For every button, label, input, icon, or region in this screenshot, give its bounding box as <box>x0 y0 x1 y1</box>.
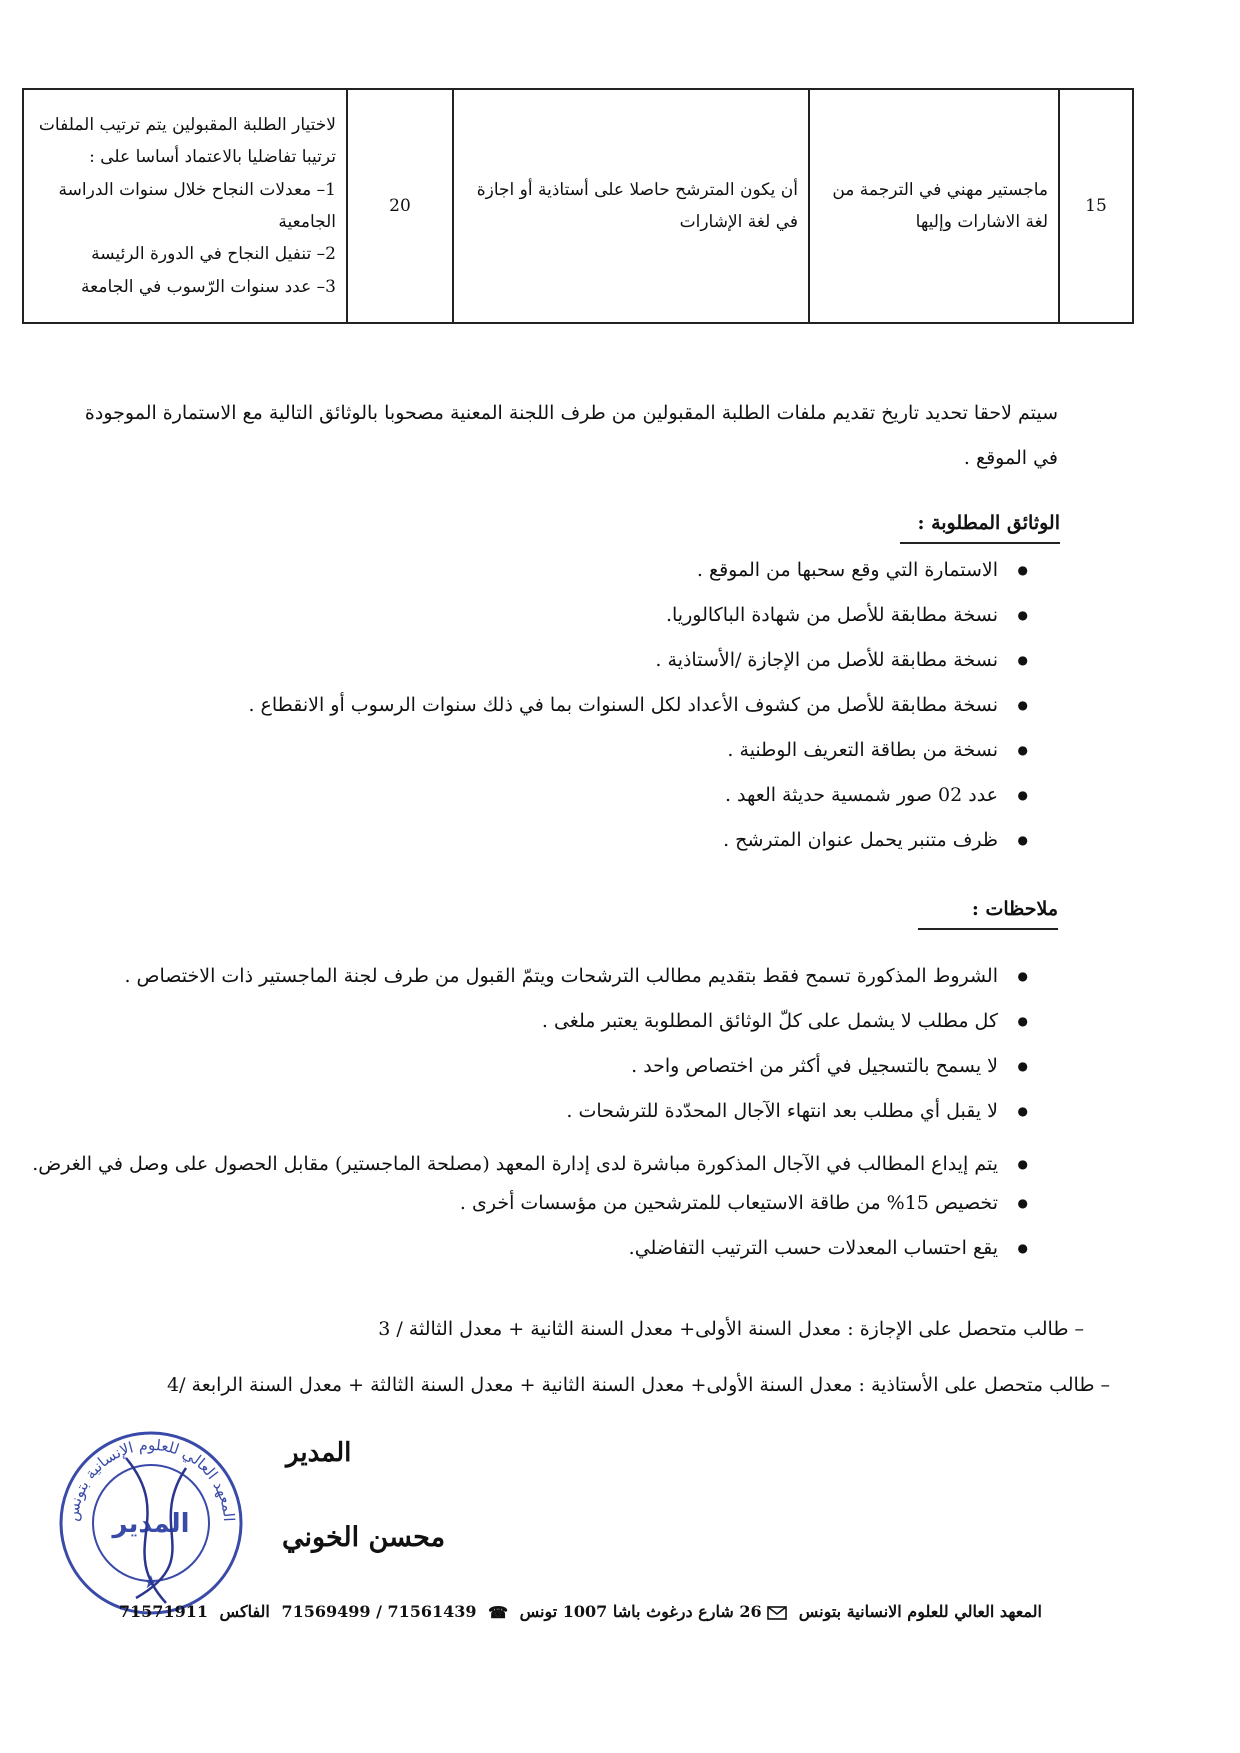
capacity-cell: 20 <box>347 89 453 323</box>
footer-fax: 71571911 <box>118 1602 208 1621</box>
condition-cell: أن يكون المترشح حاصلا على أستاذية أو اجازة في لغة الإشارات <box>453 89 809 323</box>
list-item: ● الشروط المذكورة تسمح فقط بتقديم مطالب الترشحات ويتمّ القبول من طرف لجنة الماجستير ذات الاختصاص . <box>0 962 1032 990</box>
footer-phones: 71561439 / 71569499 <box>281 1602 477 1621</box>
list-item: ● نسخة مطابقة للأصل من شهادة الباكالوريا. <box>72 601 1032 646</box>
list-item: ● الاستمارة التي وقع سحبها من الموقع . <box>72 556 1032 601</box>
notes-heading: ملاحظات : <box>918 898 1058 930</box>
notes-list <box>0 962 1032 1279</box>
master-average-formula: – طالب متحصل على الأستاذية : معدل السنة الأولى+ معدل السنة الثانية + معدل السنة الثالثة + معدل السنة الرابعة /4 <box>166 1374 1110 1396</box>
list-item: ● كل مطلب لا يشمل على كلّ الوثائق المطلوبة يعتبر ملغى . <box>0 1007 1032 1035</box>
criteria-line: 1– معدلات النجاح خلال سنوات الدراسة <box>58 179 336 200</box>
institute-stamp <box>56 1428 246 1618</box>
stamp-ring-text: المعهد العالي للعلوم الإنسانية بتونس <box>63 1435 239 1523</box>
footer-address: 26 شارع درغوث باشا 1007 تونس <box>519 1602 762 1621</box>
phone-icon: ☎ <box>488 1603 509 1622</box>
footer <box>42 1602 1042 1622</box>
list-item: ● عدد 02 صور شمسية حديثة العهد . <box>72 781 1032 826</box>
criteria-line: الجامعية <box>278 212 336 232</box>
specialty-cell: ماجستير مهني في الترجمة من لغة الاشارات وإليها <box>809 89 1059 323</box>
list-item: ● نسخة من بطاقة التعريف الوطنية . <box>72 736 1032 781</box>
criteria-line: ترتيبا تفاضليا بالاعتماد أساسا على : <box>89 147 336 168</box>
list-item: ● ظرف متنبر يحمل عنوان المترشح . <box>72 826 1032 871</box>
list-item: ● نسخة مطابقة للأصل من كشوف الأعداد لكل السنوات بما في ذلك سنوات الرسوب أو الانقطاع . <box>72 691 1032 736</box>
list-item: ● يقع احتساب المعدلات حسب الترتيب التفاضلي. <box>0 1234 1032 1262</box>
intro-paragraph: سيتم لاحقا تحديد تاريخ تقديم ملفات الطلبة المقبولين من طرف اللجنة المعنية مصحوبا بالوثائق التالية مع الاستمارة الموجودة في الموقع . <box>84 402 1058 469</box>
criteria-line: 2– تنفيل النجاح في الدورة الرئيسة <box>91 244 336 265</box>
license-average-formula: – طالب متحصل على الإجازة : معدل السنة الأولى+ معدل السنة الثانية + معدل الثالثة / 3 <box>378 1318 1084 1340</box>
list-item: ● لا يسمح بالتسجيل في أكثر من اختصاص واحد . <box>0 1052 1032 1080</box>
admission-criteria-table <box>22 88 1134 324</box>
row-number: 15 <box>1059 89 1133 323</box>
director-name: محسن الخوني <box>282 1522 446 1553</box>
table-row <box>23 89 1133 323</box>
list-item: ● يتم إيداع المطالب في الآجال المذكورة مباشرة لدى إدارة المعهد (مصلحة الماجستير) مقابل الحصول على وصل في الغرض. <box>0 1142 1032 1186</box>
list-item: ● تخصيص 15% من طاقة الاستيعاب للمترشحين من مؤسسات أخرى . <box>0 1189 1032 1217</box>
footer-institute: المعهد العالي للعلوم الانسانية بتونس <box>798 1602 1042 1621</box>
criteria-cell <box>23 89 347 323</box>
footer-fax-label: الفاكس <box>219 1602 270 1621</box>
envelope-icon <box>767 1606 787 1620</box>
list-item: ● لا يقبل أي مطلب بعد انتهاء الآجال المحدّدة للترشحات . <box>0 1097 1032 1125</box>
list-item: ● نسخة مطابقة للأصل من الإجازة /الأستاذية . <box>72 646 1032 691</box>
criteria-line: 3– عدد سنوات الرّسوب في الجامعة <box>81 276 336 297</box>
criteria-line: لاختيار الطلبة المقبولين يتم ترتيب الملفات <box>38 115 336 136</box>
required-documents-heading: الوثائق المطلوبة : <box>900 512 1060 544</box>
star-icon: ★ <box>142 1572 160 1593</box>
stamp-center-text: المدير <box>112 1509 190 1539</box>
director-title: المدير <box>286 1438 352 1468</box>
required-documents-list <box>72 556 1032 871</box>
